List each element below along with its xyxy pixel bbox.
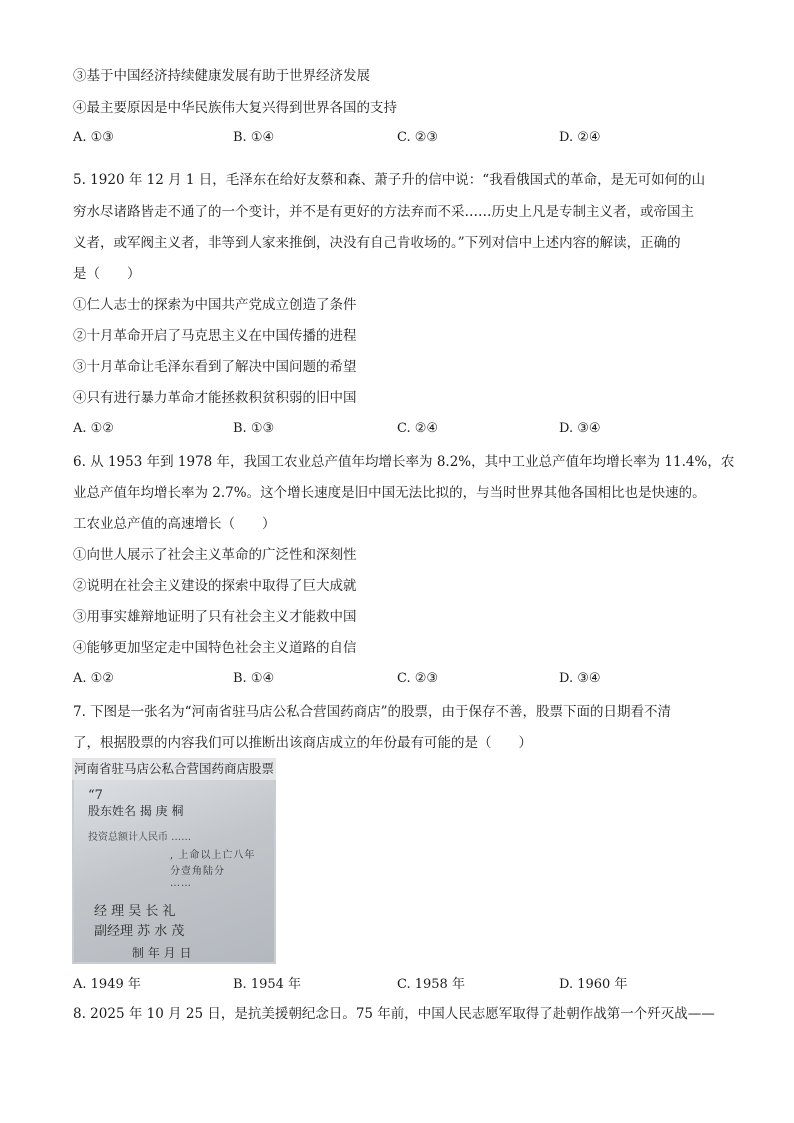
- q5-stem-line-3: 义者，或军阀主义者，非等到人家来推倒，决没有自己肯收场的。”下列对信中上述内容的解读，正确的: [73, 235, 681, 251]
- q6-item-2: ②说明在社会主义建设的探索中取得了巨大成就: [73, 578, 357, 594]
- stock-manager-line: 经 理 吴 长 礼: [94, 904, 176, 919]
- q4-option-c: C. ②③: [397, 130, 439, 145]
- stock-scribble-1: , 上命以上亡八年: [170, 850, 256, 861]
- q6-option-a: A. ①②: [73, 671, 114, 686]
- q5-item-3: ③十月革命让毛泽东看到了解决中国问题的希望: [73, 359, 357, 375]
- q7-option-c: C. 1958 年: [397, 977, 465, 992]
- q6-options: [73, 671, 733, 689]
- q7-stem-line-1: 7. 下图是一张名为“河南省驻马店公私合营国药商店”的股票，由于保存不善，股票下面的日期看不清: [73, 704, 671, 720]
- q6-stem-line-2: 业总产值年均增长率为 2.7%。这个增长速度是旧中国无法比拟的，与当时世界其他各国相比也是快速的。: [73, 485, 706, 501]
- q6-option-c: C. ②③: [397, 671, 439, 686]
- stock-deputy-line: 副经理 苏 水 茂: [94, 924, 185, 939]
- q6-option-b: B. ①④: [233, 671, 275, 686]
- q8-stem-line-1: 8. 2025 年 10 月 25 日，是抗美援朝纪念日。75 年前，中国人民志愿军取得了赴朝作战第一个歼灭战——: [73, 1006, 715, 1022]
- q5-stem-line-4: 是（ ）: [73, 266, 141, 282]
- q6-option-d: D. ③④: [559, 671, 601, 686]
- stock-amount-line: 投资总额计人民币 ……: [88, 832, 192, 843]
- q6-item-4: ④能够更加坚定走中国特色社会主义道路的自信: [73, 640, 357, 656]
- q5-option-a: A. ①②: [73, 421, 114, 436]
- stock-serial-mark: “7: [88, 788, 103, 803]
- stock-date-line: 制 年 月 日: [132, 946, 192, 960]
- q5-stem-line-1: 5. 1920 年 12 月 1 日，毛泽东在给好友蔡和森、萧子升的信中说：“我看俄国式的革命，是无可如何的山: [73, 172, 706, 188]
- q5-option-b: B. ①③: [233, 421, 275, 436]
- stock-certificate-title: 河南省驻马店公私合营国药商店股票: [72, 758, 276, 780]
- q7-stem-line-2: 了，根据股票的内容我们可以推断出该商店成立的年份最有可能的是（ ）: [73, 735, 532, 751]
- stock-scribble-3: ……: [170, 878, 192, 889]
- stock-certificate-image: [72, 758, 276, 964]
- q7-option-a: A. 1949 年: [73, 977, 141, 992]
- q5-option-d: D. ③④: [559, 421, 601, 436]
- q7-options: [73, 973, 733, 991]
- stock-certificate-body: [74, 780, 274, 962]
- q4-item-4: ④最主要原因是中华民族伟大复兴得到世界各国的支持: [73, 100, 397, 116]
- q4-options: [73, 130, 733, 148]
- q4-option-b: B. ①④: [233, 130, 275, 145]
- q4-option-d: D. ②④: [559, 130, 601, 145]
- q5-item-2: ②十月革命开启了马克思主义在中国传播的进程: [73, 328, 357, 344]
- q6-stem-line-1: 6. 从 1953 年到 1978 年，我国工农业总产值年均增长率为 8.2%，其中工业总产值年均增长率为 11.4%，农: [73, 454, 735, 470]
- q5-item-4: ④只有进行暴力革命才能拯救积贫积弱的旧中国: [73, 390, 357, 406]
- q5-option-c: C. ②④: [397, 421, 439, 436]
- q5-stem-line-2: 穷水尽诸路皆走不通了的一个变计，并不是有更好的方法弃而不采……历史上凡是专制主义者，或帝国主: [73, 204, 694, 220]
- stock-holder-line: 股东姓名 揭 庚 桐: [88, 804, 184, 818]
- q7-option-b: B. 1954 年: [233, 977, 302, 992]
- q6-item-1: ①向世人展示了社会主义革命的广泛性和深刻性: [73, 547, 357, 563]
- stock-scribble-2: 分壹角陆分: [170, 866, 225, 877]
- q6-stem-line-3: 工农业总产值的高速增长（ ）: [73, 516, 276, 532]
- q5-item-1: ①仁人志士的探索为中国共产党成立创造了条件: [73, 297, 357, 313]
- q4-option-a: A. ①③: [73, 130, 114, 145]
- q7-option-d: D. 1960 年: [559, 977, 628, 992]
- q5-options: [73, 421, 733, 439]
- q6-item-3: ③用事实雄辩地证明了只有社会主义才能救中国: [73, 609, 357, 625]
- q4-item-3: ③基于中国经济持续健康发展有助于世界经济发展: [73, 68, 370, 84]
